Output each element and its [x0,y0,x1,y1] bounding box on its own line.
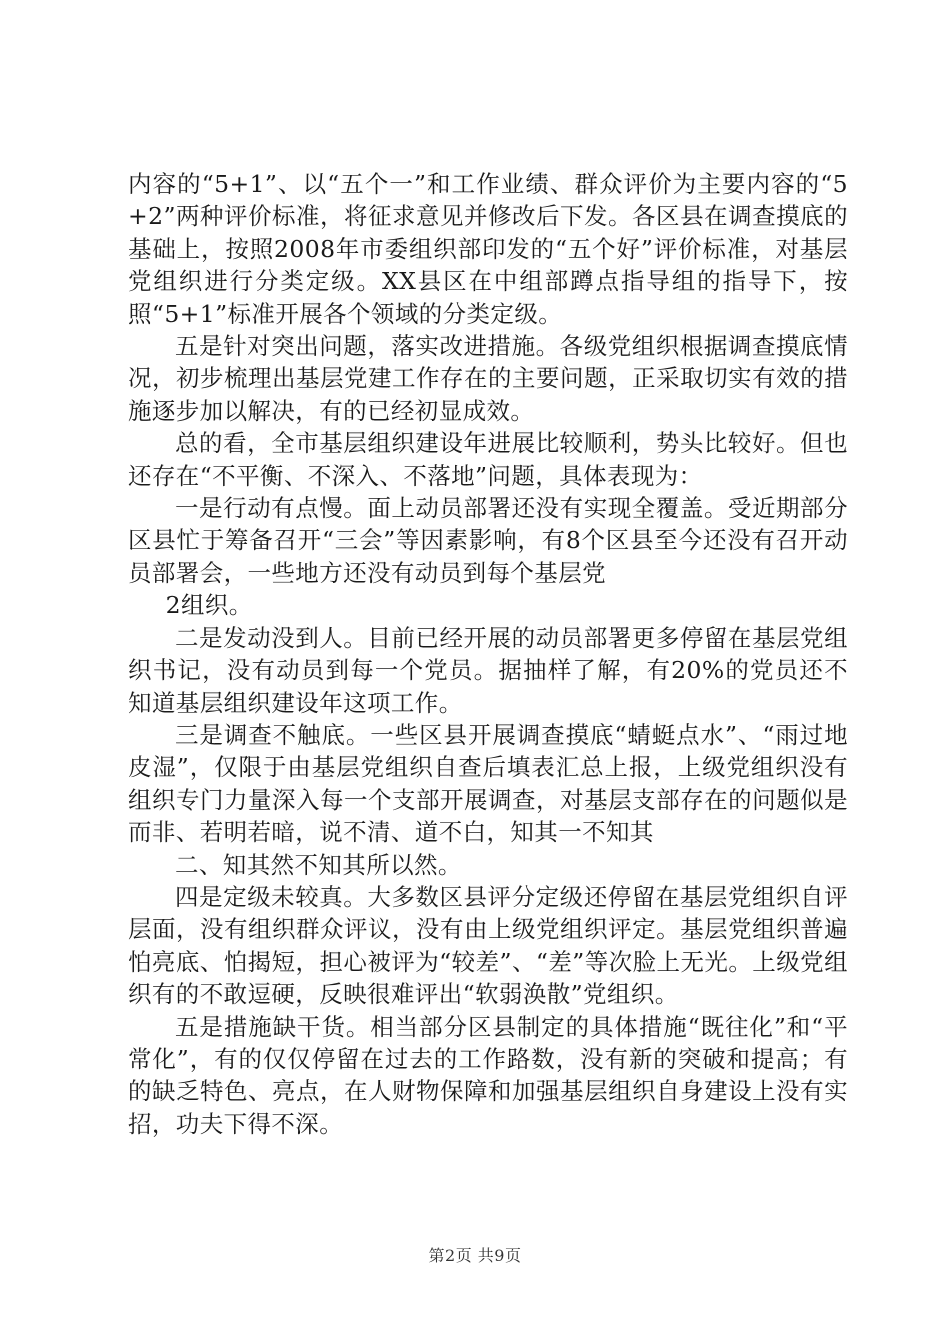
document-body [128,168,848,1140]
paragraph-issue-one-continued: 2组织。 [165,591,253,620]
paragraph-issue-two: 二是发动没到人。目前已经开展的动员部署更多停留在基层党组织书记，没有动员到每一个党员。据抽样了解，有20%的党员还不知道基层组织建设年这项工作。 [128,623,848,717]
paragraph-overall-summary: 总的看，全市基层组织建设年进展比较顺利，势头比较好。但也还存在“不平衡、不深入、不落地”问题，具体表现为： [128,429,848,490]
paragraph-point-five-measures: 五是针对突出问题，落实改进措施。各级党组织根据调查摸底情况，初步梳理出基层党建工作存在的主要问题，正采取切实有效的措施逐步加以解决，有的已经初显成效。 [128,332,848,425]
paragraph-evaluation-standards: 内容的“5+1”、以“五个一”和工作业绩、群众评价为主要内容的“5+2”两种评价标准，将征求意见并修改后下发。各区县在调查摸底的基础上，按照2008年市委组织部印发的“五个好”评价标准，对基层党组织进行分类定级。XX县区在中组部蹲点指导组的指导下，按照“5+1”标准开展各个领域的分类定级。 [128,170,848,328]
paragraph-issue-four: 四是定级未较真。大多数区县评分定级还停留在基层党组织自评层面，没有组织群众评议，没有由上级党组织评定。基层党组织普遍怕亮底、怕揭短，担心被评为“较差”、“差”等次脸上无光。上级党组织有的不敢逗硬，反映很难评出“软弱涣散”党组织。 [128,882,848,1009]
paragraph-issue-three: 三是调查不触底。一些区县开展调查摸底“蜻蜓点水”、“雨过地皮湿”，仅限于由基层党组织自查后填表汇总上报，上级党组织没有组织专门力量深入每一个支部开展调查，对基层支部存在的问题似是而非、若明若暗，说不清、道不白，知其一不知其 [128,720,848,847]
paragraph-issue-five: 五是措施缺干货。相当部分区县制定的具体措施“既往化”和“平常化”，有的仅仅停留在过去的工作路数，没有新的突破和提高；有的缺乏特色、亮点，在人财物保障和加强基层组织自身建设上没有实招，功夫下得不深。 [128,1012,848,1138]
page-number-footer: 第2页 共9页 [428,1246,522,1265]
paragraph-issue-one: 一是行动有点慢。面上动员部署还没有实现全覆盖。受近期部分区县忙于筹备召开“三会”等因素影响，有8个区县至今还没有召开动员部署会，一些地方还没有动员到每个基层党 [128,494,848,587]
paragraph-issue-three-continued: 二、知其然不知其所以然。 [175,850,462,879]
